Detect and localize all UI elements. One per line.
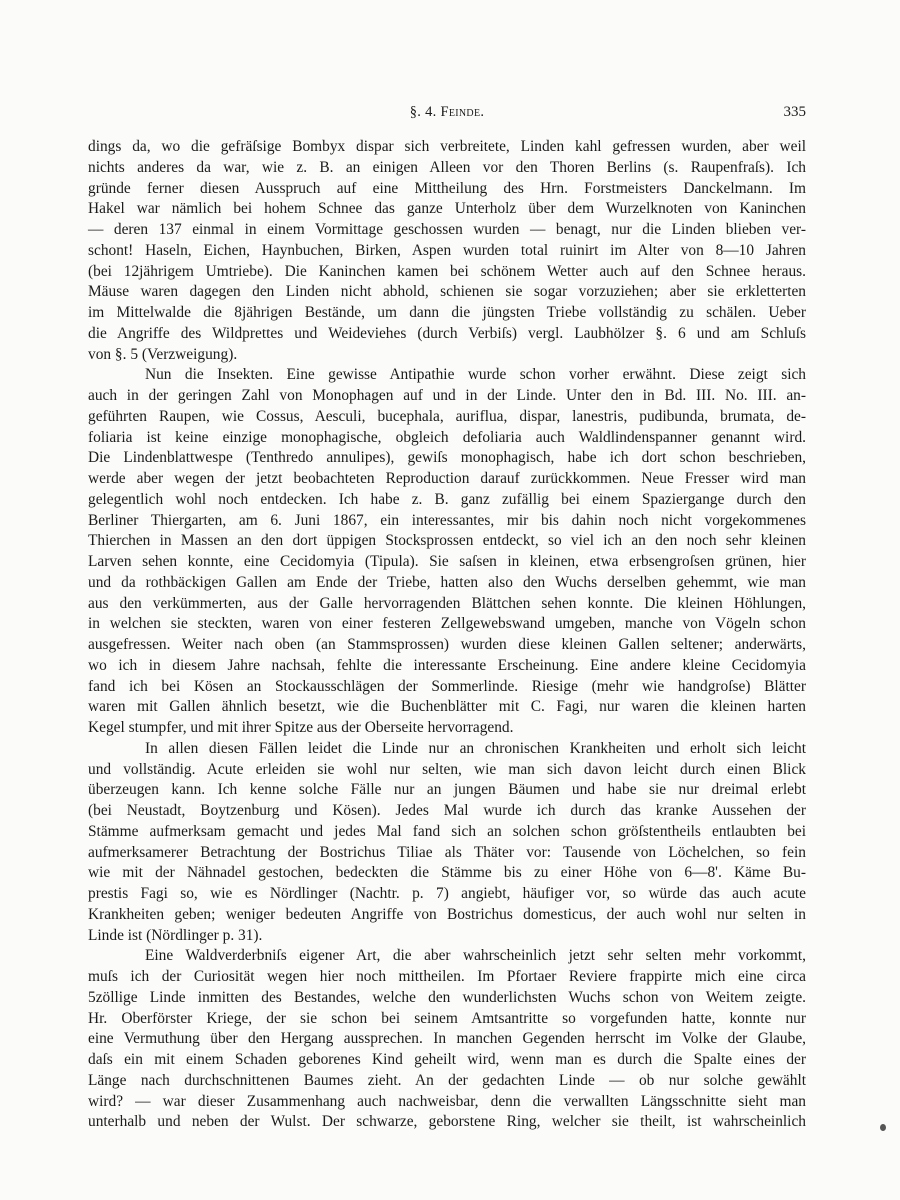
page-number: 335 <box>783 104 806 120</box>
text-line: (bei 12jährigem Umtriebe). Die Kaninchen kamen bei schönem Wetter auch auf den Schnee heraus. <box>88 262 806 280</box>
text-line: geführten Raupen, wie Cossus, Aesculi, bucephala, auriflua, dispar, lanestris, pudibunda, brumata, de- <box>88 407 806 425</box>
text-line: Linde ist (Nördlinger p. 31). <box>88 926 263 944</box>
text-line: prestis Fagi so, wie es Nördlinger (Nachtr. p. 7) angiebt, häufiger vor, so würde das auch acute <box>88 885 806 902</box>
text-line: Stämme aufmerksam gemacht und jedes Mal fand sich an solchen schon gröſstentheils entlaubten bei <box>88 822 806 840</box>
text-line: wie mit der Nähnadel gestochen, bedeckten die Stämme bis zu einer Höhe von 6—8'. Käme Bu- <box>88 864 806 882</box>
text-line: dings da, wo die gefräſsige Bombyx dispar sich verbreitete, Linden kahl gefressen wurden, aber weil <box>88 138 806 155</box>
text-line: und da rothbäckigen Gallen am Ende der Triebe, hatten also den Wuchs derselben gehemmt, wie man <box>88 573 806 591</box>
text-line: 5zöllige Linde inmitten des Bestandes, welche den wunderlichsten Wuchs schon von Weitem zeigte. <box>88 988 806 1006</box>
text-line: von §. 5 (Verzweigung). <box>88 345 238 363</box>
text-line: Berliner Thiergarten, am 6. Juni 1867, ein interessantes, mir bis dahin noch nicht vorgekommenes <box>88 511 806 529</box>
text-line: — deren 137 einmal in einem Vormittage geschossen wurden — benagt, nur die Linden blieben ver- <box>88 221 806 238</box>
text-line: Eine Waldverderbniſs eigener Art, die aber wahrscheinlich jetzt sehr selten mehr vorkommt, <box>145 947 806 965</box>
text-line: fand ich bei Kösen an Stockausschlägen der Sommerlinde. Riesige (mehr wie handgroſse) Blätter <box>88 677 806 695</box>
text-line: die Angriffe des Wildprettes und Weideviehes (durch Verbiſs) vergl. Laubhölzer §. 6 und am Schluſs <box>88 324 806 342</box>
body-text <box>88 137 806 1133</box>
text-line: foliaria ist keine einzige monophagische, obgleich defoliaria auch Waldlindenspanner genannt wird. <box>88 428 806 446</box>
text-line: daſs ein mit einem Schaden geborenes Kind geheilt wird, wenn man es durch die Spalte eines der <box>88 1051 806 1068</box>
text-line: überzeugen kann. Ich kenne solche Fälle nur an jungen Bäumen und habe sie nur dreimal erlebt <box>88 781 806 799</box>
text-line: aufmerksamerer Betrachtung der Bostrichus Tiliae als Thäter vor: Tausende von Löchelchen, so fein <box>88 843 806 861</box>
text-line: nichts anderes da war, wie z. B. an einigen Alleen vor den Thoren Berlins (s. Raupenfraſs). Ich <box>88 158 806 176</box>
text-line: In allen diesen Fällen leidet die Linde nur an chronischen Krankheiten und erholt sich leicht <box>145 739 806 757</box>
text-line: Kegel stumpfer, und mit ihrer Spitze aus der Oberseite hervorragend. <box>88 719 514 736</box>
text-line: wird? — war dieser Zusammenhang auch nachweisbar, denn die verwallten Längsschnitte sieht man <box>88 1092 806 1110</box>
text-line: Hakel war nämlich bei hohem Schnee das ganze Unterholz über dem Wurzelknoten von Kaninchen <box>88 200 806 218</box>
text-line: werde aber wegen der jetzt beobachteten Reproduction darauf zurückkommen. Neue Fresser wird man <box>88 470 806 487</box>
text-line: und vollständig. Acute erleiden sie wohl nur selten, wie man sich davon leicht durch einen Blick <box>88 760 806 778</box>
text-line: in welchen sie steckten, waren von einer festeren Zellgewebswand umgeben, manche von Vögeln schon <box>88 615 806 633</box>
text-line: Die Lindenblattwespe (Tenthredo annulipes), gewiſs monophagisch, habe ich dort schon beschrieben, <box>88 449 806 467</box>
text-line: unterhalb und neben der Wulst. Der schwarze, geborstene Ring, welcher sie theilt, ist wahrscheinlich <box>88 1113 806 1131</box>
text-line: Hr. Oberförster Kriege, der sie schon bei seinem Amtsantritte so vorgefunden hatte, konnte nur <box>88 1009 806 1027</box>
text-line: Larven sehen konnte, eine Cecidomyia (Tipula). Sie saſsen in kleinen, etwa erbsengroſsen grünen, hier <box>88 553 806 570</box>
text-line: (bei Neustadt, Boytzenburg und Kösen). Jedes Mal wurde ich durch das kranke Aussehen der <box>88 802 806 819</box>
text-line: Länge nach durchschnittenen Baumes zieht. An der gedachten Linde — ob nur solche gewählt <box>88 1071 806 1089</box>
text-line: Krankheiten geben; weniger bedeuten Angriffe von Bostrichus domesticus, der auch wohl nur selten in <box>88 905 806 923</box>
page-speck <box>880 1124 886 1131</box>
text-line: schont! Haseln, Eichen, Haynbuchen, Birken, Aspen wurden total ruinirt im Alter von 8—10 Jahren <box>88 241 806 259</box>
text-line: auch in der geringen Zahl von Monophagen auf und in der Linde. Unter den in Bd. III. No. III. an- <box>88 387 806 404</box>
running-header <box>88 104 806 126</box>
text-line: im Mittelwalde die 8jährigen Bestände, um dann die jüngsten Triebe vollständig zu schälen. Ueber <box>88 304 806 321</box>
text-line: gründe ferner diesen Ausspruch auf eine Mittheilung des Hrn. Forstmeisters Danckelmann. Im <box>88 179 806 197</box>
text-line: ausgefressen. Weiter nach oben (an Stammsprossen) wurden diese kleinen Gallen seltener; anderwärts, <box>88 636 806 653</box>
text-line: Nun die Insekten. Eine gewisse Antipathie wurde schon vorher erwähnt. Diese zeigt sich <box>145 366 806 384</box>
text-line: aus den verkümmerten, aus der Galle hervorragenden Blättchen sehen konnte. Die kleinen Höhlungen, <box>88 594 806 612</box>
text-line: Mäuse waren dagegen den Linden nicht abhold, schienen sie sogar vorzuziehen; aber sie erkletterten <box>88 283 806 301</box>
text-line: waren mit Gallen ähnlich besetzt, wie die Buchenblätter mit C. Fagi, nur waren die kleinen harten <box>88 698 806 716</box>
text-line: wo ich in diesem Jahre nachsah, fehlte die interessante Erscheinung. Eine andere kleine Cecidomyia <box>88 656 806 674</box>
text-line: gelegentlich wohl noch entdecken. Ich habe z. B. ganz zufällig bei einem Spaziergange durch den <box>88 490 806 508</box>
text-line: muſs ich der Curiosität wegen hier noch mittheilen. Im Pfortaer Reviere frappirte mich eine circa <box>88 968 806 985</box>
text-line: eine Vermuthung über den Hergang aussprechen. In manchen Gegenden herrscht im Volke der Glaube, <box>88 1030 806 1048</box>
section-heading: §. 4. Feinde. <box>409 104 485 120</box>
text-line: Thierchen in Massen an den dort üppigen Stocksprossen entdeckt, so viel ich an den noch sehr kleinen <box>88 532 806 550</box>
